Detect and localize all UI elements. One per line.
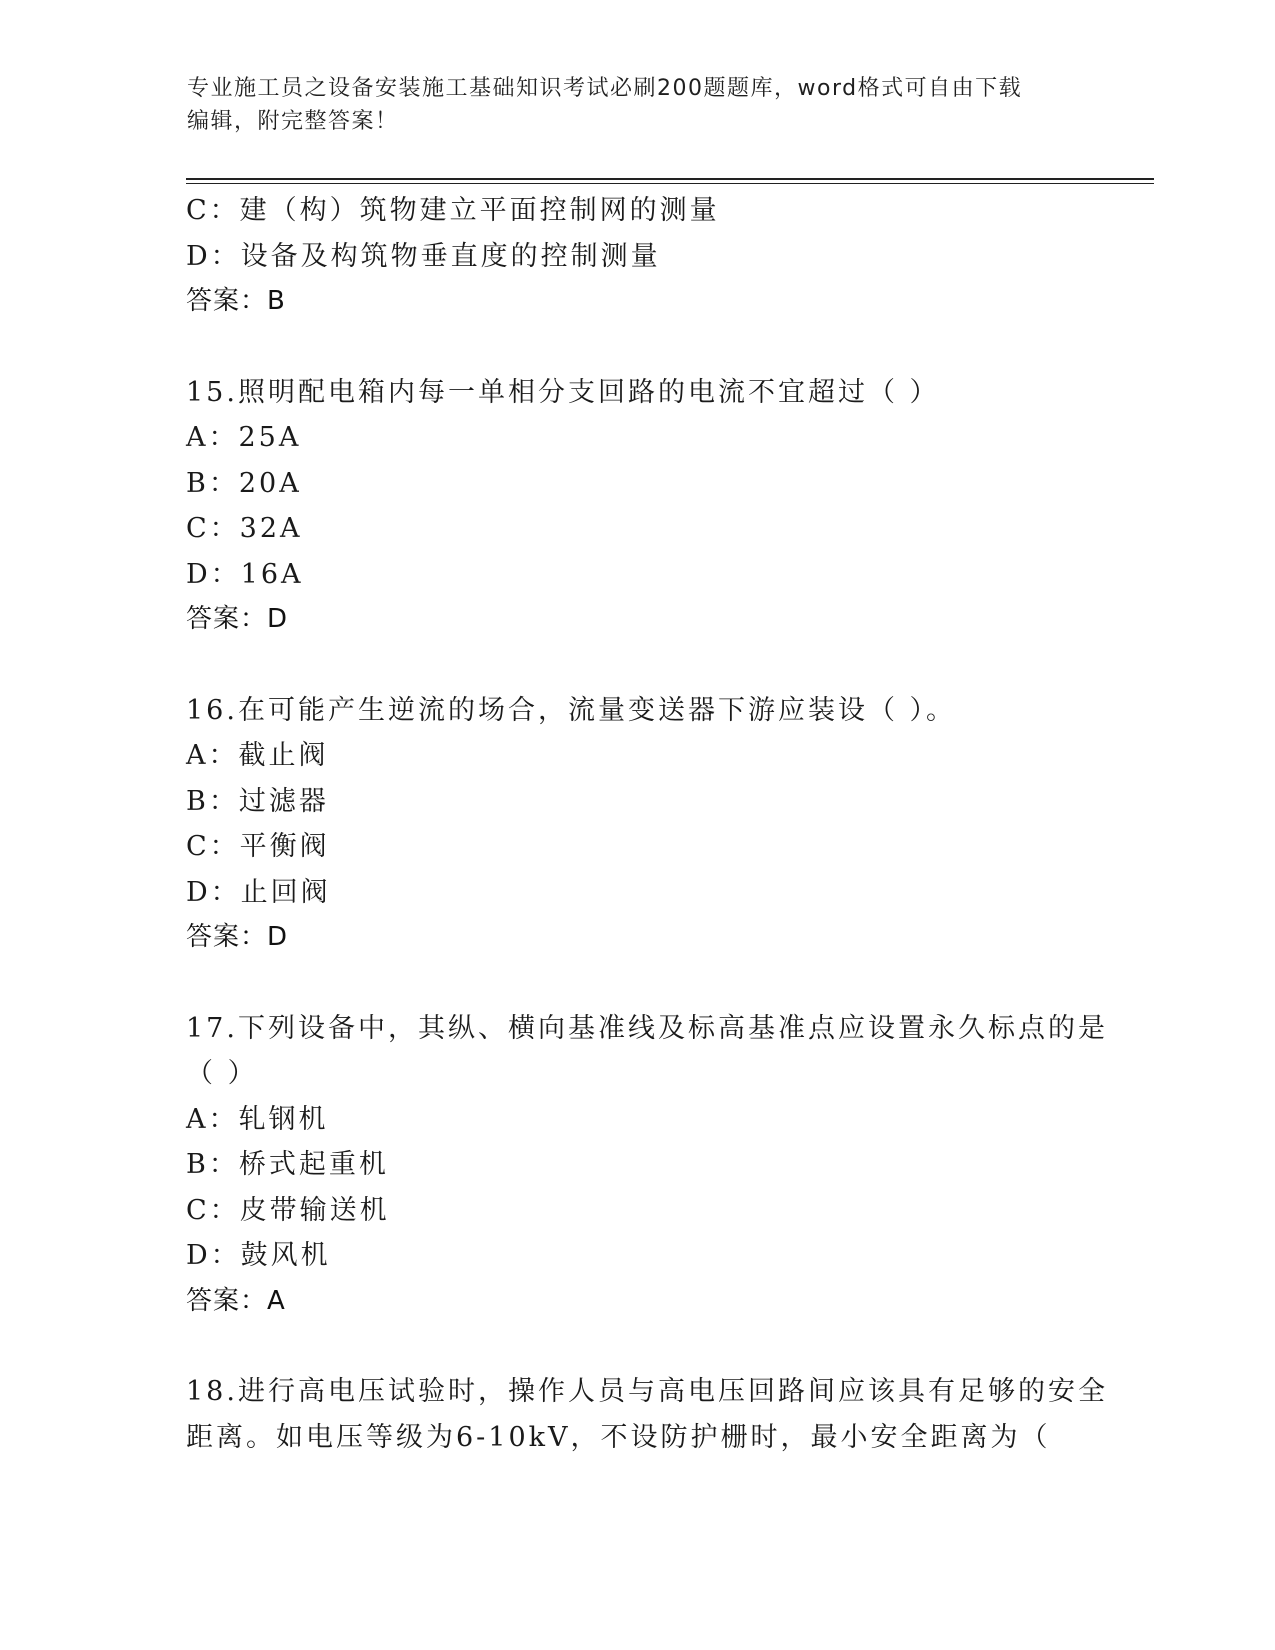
header-line-2: 编辑，附完整答案！ bbox=[187, 109, 399, 134]
answer-line: 答案：B bbox=[186, 286, 286, 316]
spacer bbox=[186, 643, 1086, 688]
document-header bbox=[187, 72, 1087, 138]
option-line: D：设备及构筑物垂直度的控制测量 bbox=[186, 240, 661, 272]
question-block bbox=[186, 370, 1086, 643]
option-line: D：止回阀 bbox=[186, 876, 331, 908]
option-line: A：轧钢机 bbox=[186, 1103, 329, 1135]
question-list bbox=[186, 188, 1108, 1460]
spacer bbox=[186, 325, 1086, 370]
option-line: C：建（构）筑物建立平面控制网的测量 bbox=[186, 195, 720, 226]
option-line: C：皮带输送机 bbox=[186, 1194, 390, 1226]
option-line: C：32A bbox=[186, 513, 303, 544]
option-line: B：桥式起重机 bbox=[186, 1149, 389, 1180]
option-line: D：鼓风机 bbox=[186, 1240, 331, 1271]
question-block bbox=[186, 1369, 1108, 1460]
option-line: B：20A bbox=[186, 467, 302, 499]
question-stem-continued: （ ） bbox=[186, 1058, 258, 1089]
question-block bbox=[186, 1006, 1108, 1325]
answer-line: 答案：D bbox=[186, 922, 289, 952]
header-line-1: 专业施工员之设备安装施工基础知识考试必刷200题题库，word格式可自由下载 bbox=[187, 76, 1023, 101]
spacer bbox=[186, 961, 1086, 1006]
question-stem: 18.进行高电压试验时，操作人员与高电压回路间应该具有足够的安全 bbox=[186, 1376, 1108, 1407]
option-line: A：25A bbox=[186, 422, 302, 453]
answer-line: 答案：A bbox=[186, 1285, 286, 1316]
option-line: D：16A bbox=[186, 558, 304, 590]
question-block bbox=[186, 688, 1086, 961]
spacer bbox=[186, 1324, 1086, 1369]
question-stem: 17.下列设备中，其纵、横向基准线及标高基准点应设置永久标点的是 bbox=[186, 1012, 1108, 1044]
question-stem: 16.在可能产生逆流的场合，流量变送器下游应装设（ ）。 bbox=[186, 694, 957, 726]
option-line: C：平衡阀 bbox=[186, 831, 330, 862]
header-divider-thin bbox=[186, 183, 1154, 184]
question-stem-continued: 距离。如电压等级为6-10kV，不设防护栅时，最小安全距离为（ bbox=[186, 1421, 1051, 1453]
answer-line: 答案：D bbox=[186, 604, 289, 634]
question-stem: 15.照明配电箱内每一单相分支回路的电流不宜超过（ ） bbox=[186, 376, 940, 408]
option-line: A：截止阀 bbox=[186, 740, 329, 771]
question-block bbox=[186, 188, 1086, 325]
header-divider-thick bbox=[186, 178, 1154, 180]
option-line: B：过滤器 bbox=[186, 785, 329, 817]
